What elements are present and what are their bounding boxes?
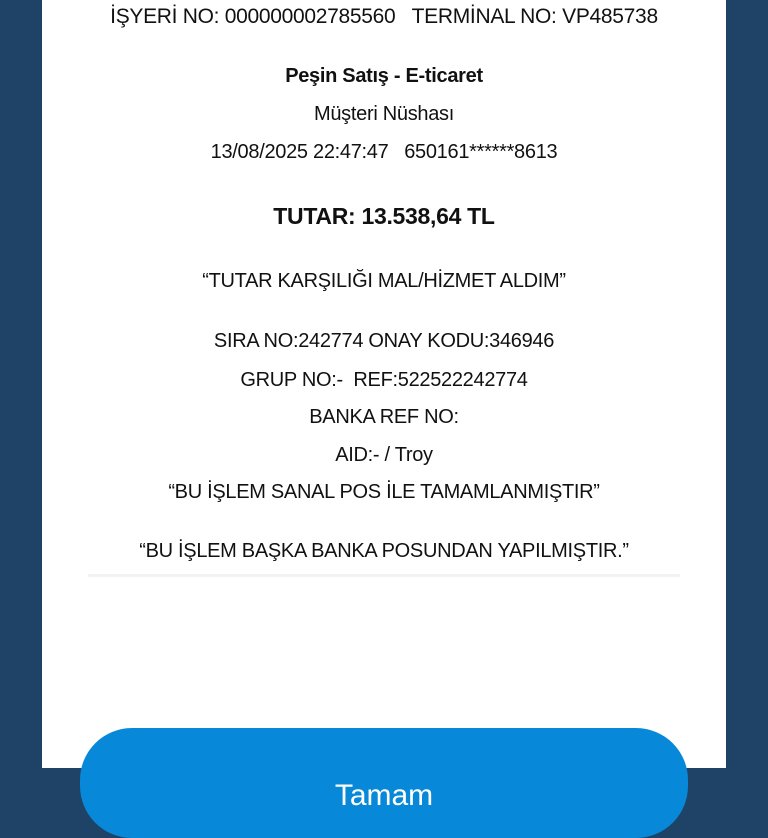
receipt-card [42, 0, 726, 812]
sequence-approval: SIRA NO:242774 ONAY KODU:346946 [213, 330, 555, 352]
datetime-card-number: 13/08/2025 22:47:47 650161******8613 [210, 141, 558, 163]
acknowledgement: “TUTAR KARŞILIĞI MAL/HİZMET ALDIM” [202, 270, 566, 292]
divider [88, 574, 680, 577]
group-ref: GRUP NO:- REF:522522242774 [240, 369, 528, 391]
bank-ref: BANKA REF NO: [309, 406, 459, 428]
transaction-type: Peşin Satış - E-ticaret [285, 65, 483, 87]
amount: TUTAR: 13.538,64 TL [273, 203, 495, 229]
copy-type: Müşteri Nüshası [314, 103, 454, 125]
merchant-terminal-line: İŞYERİ NO: 000000002785560 TERMİNAL NO: VP485738 [110, 5, 658, 28]
other-bank-note: “BU İŞLEM BAŞKA BANKA POSUNDAN YAPILMIŞTIR.” [139, 540, 629, 562]
ok-button[interactable]: Tamam [80, 728, 688, 838]
virtual-pos-note: “BU İŞLEM SANAL POS İLE TAMAMLANMIŞTIR” [168, 481, 600, 503]
aid: AID:- / Troy [335, 444, 433, 466]
